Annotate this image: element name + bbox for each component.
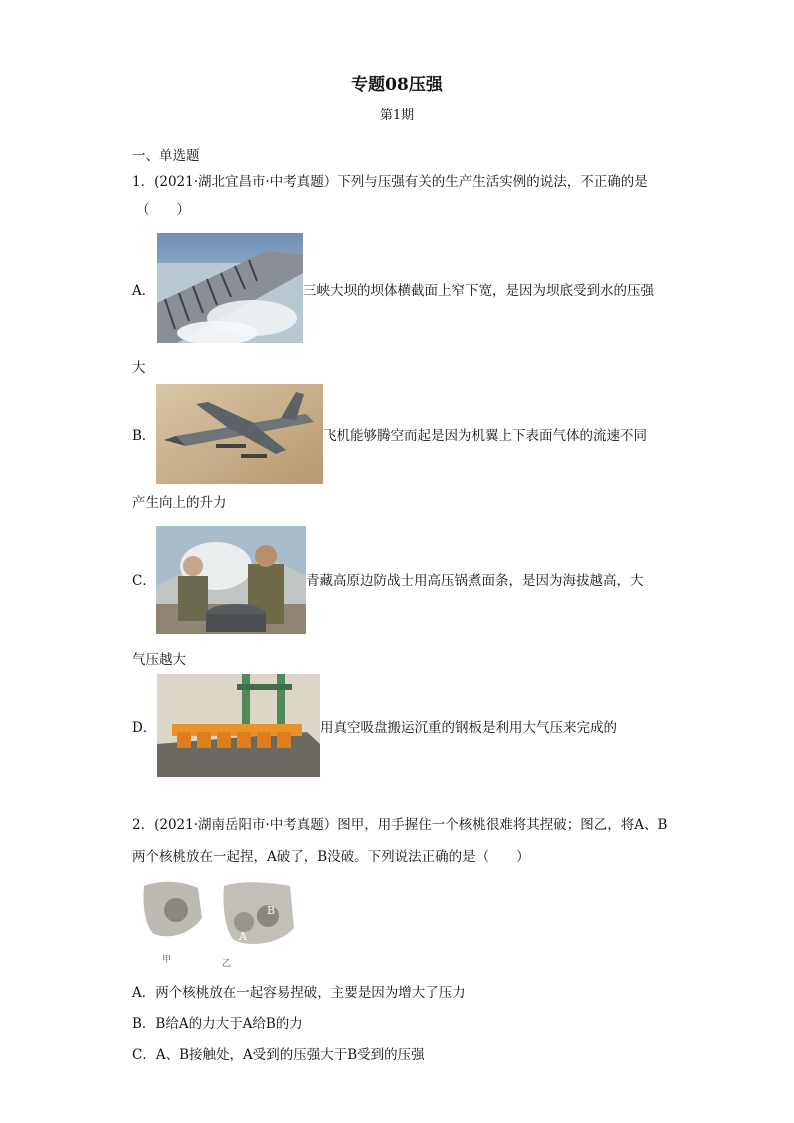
walnut-hands-figure	[140, 878, 300, 973]
q2-option-b: B．B给A的力大于A给B的力	[132, 1016, 303, 1032]
soldiers-pressure-cooker-photo	[156, 526, 306, 634]
fighter-jet-photo	[156, 384, 323, 484]
q1-option-d-letter: D．	[132, 720, 157, 736]
q1-stem: 1．(2021·湖北宜昌市·中考真题）下列与压强有关的生产生活实例的说法，不正确的是	[132, 174, 648, 190]
q2-stem-line2: 两个核桃放在一起捏，A破了，B没破。下列说法正确的是（ ）	[132, 849, 530, 865]
walnut-b-label: B	[267, 904, 276, 917]
q1-option-b-letter: B．	[132, 428, 156, 444]
q2-stem-line1: 2．(2021·湖南岳阳市·中考真题）图甲，用手握住一个核桃很难将其捏破；图乙，将A、B	[132, 817, 668, 833]
q1-option-b-text: 飞机能够腾空而起是因为机翼上下表面气体的流速不同	[323, 428, 647, 444]
q1-option-a-continuation: 大	[132, 360, 146, 376]
q1-option-d-text: 用真空吸盘搬运沉重的钢板是利用大气压来完成的	[320, 720, 617, 736]
vacuum-lifter-photo	[157, 674, 320, 777]
q1-option-c-text: 青藏高原边防战士用高压锅煮面条，是因为海拔越高，大	[306, 573, 644, 589]
figure-yi-label: 乙	[222, 959, 232, 969]
q1-option-c-continuation: 气压越大	[132, 652, 186, 668]
q1-answer-blank: （ ）	[136, 202, 190, 218]
section-heading: 一、单选题	[132, 148, 200, 164]
q2-option-c: C．A、B接触处，A受到的压强大于B受到的压强	[132, 1047, 425, 1063]
page-title: 专题08压强	[351, 75, 443, 95]
three-gorges-dam-photo	[157, 233, 303, 343]
figure-jia-label: 甲	[162, 955, 172, 965]
q2-option-a: A．两个核桃放在一起容易捏破，主要是因为增大了压力	[132, 985, 466, 1001]
q1-option-b-continuation: 产生向上的升力	[132, 495, 227, 511]
q1-option-a-letter: A．	[132, 283, 156, 299]
page-subtitle: 第1期	[379, 108, 415, 123]
walnut-a-label: A	[239, 930, 247, 943]
q1-option-c-letter: C．	[132, 573, 156, 589]
q1-option-a-text: 三峡大坝的坝体横截面上窄下宽，是因为坝底受到水的压强	[303, 283, 654, 299]
